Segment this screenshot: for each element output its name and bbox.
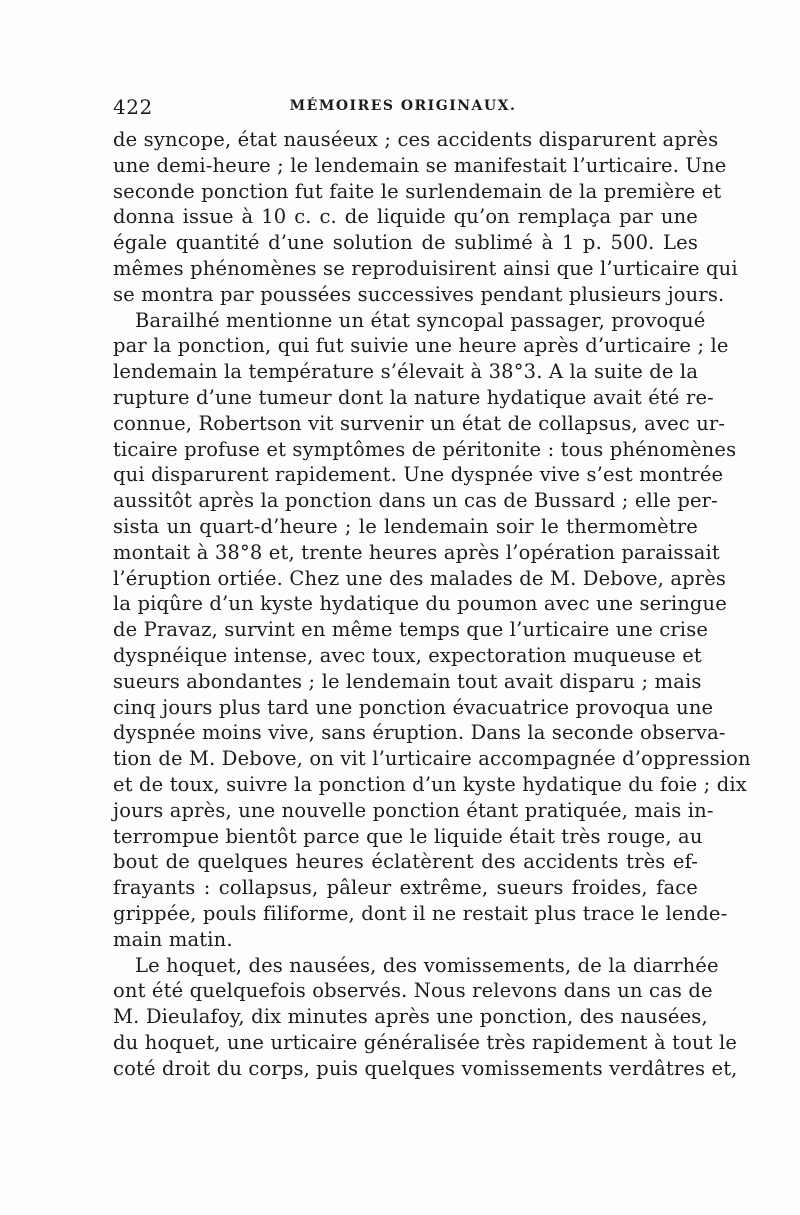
text-line: rupture d’une tumeur dont la nature hydatique avait été re- [113, 385, 714, 409]
text-line: tion de M. Debove, on vit l’urticaire accompagnée d’oppression [113, 747, 751, 771]
text-line: se montra par poussées successives pendant plusieurs jours. [113, 282, 725, 306]
text-line: sista un quart-d’heure ; le lendemain soir le thermomètre [113, 514, 698, 538]
text-line: et de toux, suivre la ponction d’un kyste hydatique du foie ; dix [113, 772, 747, 796]
text-line: bout de quelques heures éclatèrent des accidents très ef- [113, 850, 698, 874]
text-line: l’éruption ortiée. Chez une des malades de M. Debove, après [113, 566, 727, 590]
paragraph-start-line: Barailhé mentionne un état syncopal passager, provoqué [135, 308, 706, 332]
text-line: aussitôt après la ponction dans un cas de Bussard ; elle per- [113, 489, 718, 513]
text-line: frayants : collapsus, pâleur extrême, sueurs froides, face [113, 876, 698, 900]
text-line: dyspnéique intense, avec toux, expectoration muqueuse et [113, 643, 702, 667]
text-line: dyspnée moins vive, sans éruption. Dans la seconde observa- [113, 721, 726, 745]
text-line: lendemain la température s’élevait à 38°3. A la suite de la [113, 360, 699, 384]
text-line: terrompue bientôt parce que le liquide était très rouge, au [113, 824, 703, 848]
body-text [113, 127, 751, 1081]
running-head [113, 95, 693, 125]
text-line: donna issue à 10 c. c. de liquide qu’on remplaça par une [113, 205, 698, 229]
text-line: la piqûre d’un kyste hydatique du poumon avec une seringue [113, 592, 727, 616]
page-number: 422 [113, 95, 153, 119]
text-line: de syncope, état nauséeux ; ces accidents disparurent après [113, 128, 719, 151]
text-line: qui disparurent rapidement. Une dyspnée vive s’est montrée [113, 463, 724, 487]
text-line: sueurs abondantes ; le lendemain tout avait disparu ; mais [113, 669, 702, 693]
text-line: de Pravaz, survint en même temps que l’urticaire une crise [113, 618, 709, 642]
text-line: par la ponction, qui fut suivie une heure après d’urticaire ; le [113, 334, 729, 358]
text-line: grippée, pouls filiforme, dont il ne restait plus trace le lende- [113, 901, 728, 925]
running-title: MÉMOIRES ORIGINAUX. [289, 98, 517, 114]
text-line: cinq jours plus tard une ponction évacuatrice provoqua une [113, 695, 714, 719]
text-line: main matin. [113, 927, 233, 951]
paragraph-start-line: Le hoquet, des nausées, des vomissements, de la diarrhée [135, 953, 719, 977]
text-line: une demi-heure ; le lendemain se manifestait l’urticaire. Une [113, 153, 727, 177]
text-line: ont été quelquefois observés. Nous relevons dans un cas de [113, 979, 713, 1003]
text-line: coté droit du corps, puis quelques vomissements verdâtres et, [113, 1056, 738, 1080]
text-line: mêmes phénomènes se reproduisirent ainsi que l’urticaire qui [113, 256, 738, 280]
text-line: seconde ponction fut faite le surlendemain de la première et [113, 179, 722, 203]
text-line: M. Dieulafoy, dix minutes après une ponction, des nausées, [113, 1005, 708, 1029]
text-line: ticaire profuse et symptômes de péritonite : tous phénomènes [113, 437, 737, 461]
text-line: jours après, une nouvelle ponction étant pratiquée, mais in- [113, 798, 714, 822]
text-line: du hoquet, une urticaire généralisée très rapidement à tout le [113, 1030, 738, 1054]
text-line: connue, Robertson vit survenir un état de collapsus, avec ur- [113, 411, 726, 435]
text-line: égale quantité d’une solution de sublimé à 1 p. 500. Les [113, 231, 698, 255]
text-line: montait à 38°8 et, trente heures après l’opération paraissait [113, 540, 720, 564]
